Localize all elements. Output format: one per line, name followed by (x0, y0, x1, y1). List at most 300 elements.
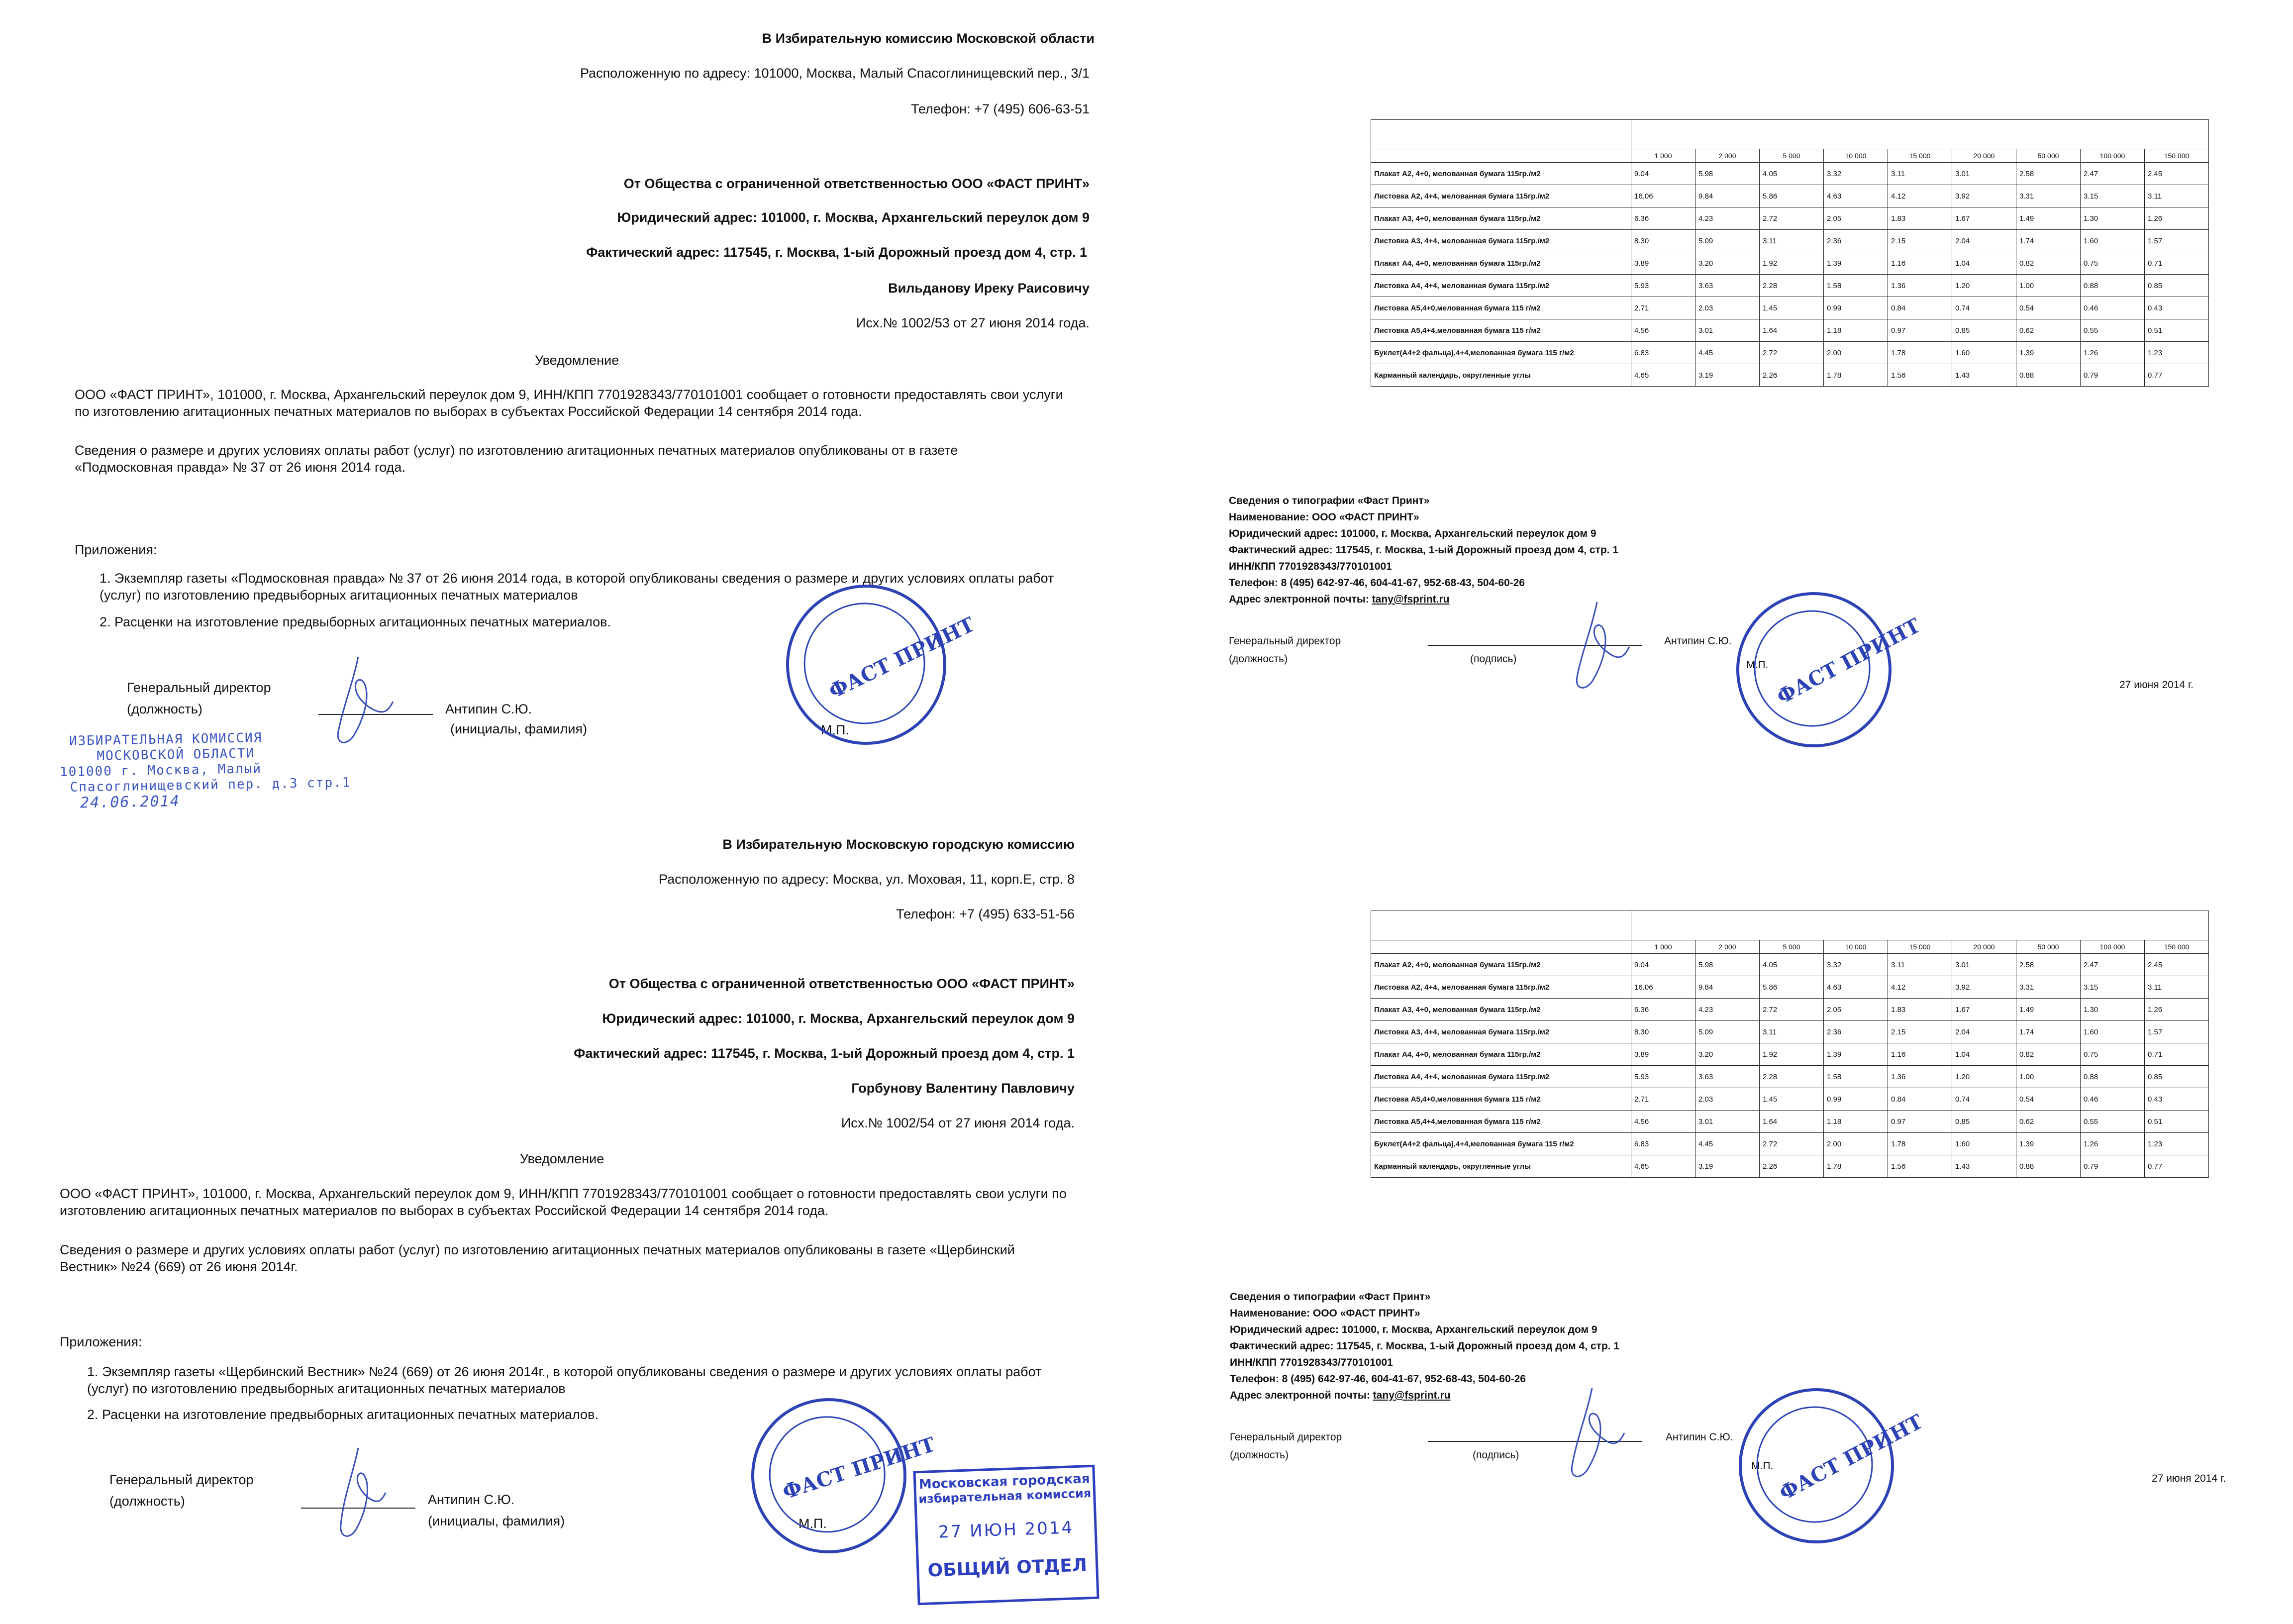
price-cell: 2.58 (2016, 163, 2081, 185)
received-stamp-line-1: Московская городская (918, 1471, 1091, 1493)
price-cell: 0.74 (1952, 297, 2016, 319)
price-cell: 1.64 (1760, 1111, 1824, 1133)
attachments-title: Приложения: (60, 1334, 142, 1349)
price-cell: 2.05 (1824, 999, 1888, 1021)
price-cell: 3.19 (1695, 364, 1760, 387)
product-name: Плакат А2, 4+0, мелованная бумага 115гр./м2 (1371, 954, 1631, 976)
price-cell: 1.43 (1952, 1155, 2016, 1178)
table-row (1371, 297, 2209, 319)
director-position: Генеральный директор (109, 1472, 254, 1487)
price-cell: 0.62 (2016, 1111, 2081, 1133)
price-cell: 1.18 (1824, 1111, 1888, 1133)
column-header: 50 000 (2016, 940, 2081, 954)
price-cell: 1.67 (1952, 207, 2016, 230)
price-cell: 4.23 (1695, 207, 1760, 230)
price-cell: 4.56 (1631, 1111, 1695, 1133)
column-header: 1 000 (1631, 149, 1695, 163)
price-cell: 3.11 (1888, 163, 1952, 185)
printer-info-email-row: Адрес электронной почты: tany@fsprint.ru (1229, 594, 1450, 605)
price-cell: 1.39 (2016, 1133, 2081, 1155)
table-row (1371, 364, 2209, 387)
table-row (1371, 319, 2209, 342)
price-list-page-1 (1174, 0, 2293, 816)
price-cell: 3.11 (2145, 185, 2209, 207)
price-cell: 1.57 (2145, 1021, 2209, 1043)
price-cell: 0.88 (2016, 1155, 2081, 1178)
price-cell: 0.77 (2145, 364, 2209, 387)
price-cell: 1.64 (1760, 319, 1824, 342)
price-cell: 0.82 (2016, 252, 2081, 275)
price-cell: 1.18 (1824, 319, 1888, 342)
printer-info-legal: Юридический адрес: 101000, г. Москва, Архангельский переулок дом 9 (1230, 1324, 1597, 1335)
product-name: Листовка А5,4+0,мелованная бумага 115 г/м2 (1371, 1088, 1631, 1111)
price-cell: 1.60 (2081, 230, 2145, 252)
price-cell: 2.72 (1760, 1133, 1824, 1155)
price-cell: 3.01 (1695, 1111, 1760, 1133)
printer-info-actual: Фактический адрес: 117545, г. Москва, 1-ый Дорожный проезд дом 4, стр. 1 (1229, 544, 1618, 556)
price-cell: 1.83 (1888, 207, 1952, 230)
product-name: Плакат А4, 4+0, мелованная бумага 115гр./м2 (1371, 1043, 1631, 1066)
addressee-phone: Телефон: +7 (495) 633-51-56 (896, 907, 1075, 921)
price-cell: 1.23 (2145, 1133, 2209, 1155)
price-cell: 1.39 (1824, 252, 1888, 275)
price-cell: 0.85 (1952, 319, 2016, 342)
notice-letter-moscow-region (0, 0, 1174, 816)
column-header: 100 000 (2081, 149, 2145, 163)
price-cell: 4.05 (1760, 954, 1824, 976)
price-cell: 3.63 (1695, 1066, 1760, 1088)
price-cell: 4.05 (1760, 163, 1824, 185)
signer-note: (инициалы, фамилия) (450, 721, 588, 736)
attachment-item-1: 1. Экземпляр газеты «Подмосковная правда» № 37 от 26 июня 2014 года, в которой опубликованы сведения о размере и других условиях оплаты работ (услуг) по изготовлению предвыборных агитационных печатных материалов (100, 571, 1054, 603)
price-cell: 0.75 (2081, 1043, 2145, 1066)
email-link[interactable]: tany@fsprint.ru (1373, 1390, 1451, 1401)
reg-stamp-line-4: Спасоглинищевский пер. д.3 стр.1 (70, 775, 351, 795)
price-cell: 0.99 (1824, 297, 1888, 319)
company-round-seal (744, 1391, 938, 1561)
price-cell: 1.20 (1952, 275, 2016, 297)
price-cell: 0.75 (2081, 252, 2145, 275)
reg-stamp-line-2: МОСКОВСКОЙ ОБЛАСТИ (97, 746, 255, 764)
price-cell: 1.26 (2081, 342, 2145, 364)
reg-stamp-date: 24.06.2014 (80, 792, 181, 812)
received-stamp-line-2: избирательная комиссия (918, 1486, 1092, 1507)
price-cell: 0.62 (2016, 319, 2081, 342)
price-cell: 2.71 (1631, 1088, 1695, 1111)
seal-place-label: М.П. (1746, 659, 1769, 671)
price-cell: 2.00 (1824, 342, 1888, 364)
price-cell: 0.84 (1888, 297, 1952, 319)
price-cell: 4.23 (1695, 999, 1760, 1021)
price-cell: 3.15 (2081, 976, 2145, 999)
addressee: В Избирательную комиссию Московской области (762, 31, 1095, 46)
price-cell: 2.03 (1695, 297, 1760, 319)
price-cell: 2.58 (2016, 954, 2081, 976)
director-position-note: (должность) (127, 702, 202, 716)
director-position: Генеральный директор (1230, 1431, 1342, 1443)
addressee-phone: Телефон: +7 (495) 606-63-51 (911, 102, 1090, 116)
price-cell: 1.00 (2016, 1066, 2081, 1088)
column-header: 150 000 (2145, 940, 2209, 954)
price-cell: 1.30 (2081, 207, 2145, 230)
price-cell: 1.60 (1952, 342, 2016, 364)
price-cell: 0.46 (2081, 297, 2145, 319)
price-cell: 0.85 (2145, 1066, 2209, 1088)
price-cell: 3.11 (2145, 976, 2209, 999)
attachment-item-2: 2. Расценки на изготовление предвыборных агитационных печатных материалов. (87, 1407, 598, 1422)
price-cell: 0.55 (2081, 319, 2145, 342)
price-cell: 1.45 (1760, 297, 1824, 319)
price-cell: 1.30 (2081, 999, 2145, 1021)
seal-place-label: М.П. (821, 722, 849, 737)
column-header: 10 000 (1824, 940, 1888, 954)
table-row (1371, 185, 2209, 207)
table-row (1371, 342, 2209, 364)
printer-info-name: Наименование: ООО «ФАСТ ПРИНТ» (1230, 1308, 1420, 1319)
price-cell: 2.45 (2145, 954, 2209, 976)
product-name: Листовка А5,4+4,мелованная бумага 115 г/м2 (1371, 319, 1631, 342)
column-header: 15 000 (1888, 940, 1952, 954)
price-cell: 4.12 (1888, 976, 1952, 999)
price-cell: 1.74 (2016, 1021, 2081, 1043)
signer-name: Антипин С.Ю. (445, 702, 532, 716)
signer-name: Антипин С.Ю. (1666, 1431, 1733, 1443)
price-cell: 0.97 (1888, 319, 1952, 342)
price-cell: 4.65 (1631, 1155, 1695, 1178)
price-cell: 1.49 (2016, 999, 2081, 1021)
printer-info-inn: ИНН/КПП 7701928343/770101001 (1230, 1357, 1393, 1368)
price-cell: 6.36 (1631, 999, 1695, 1021)
price-cell: 3.15 (2081, 185, 2145, 207)
price-cell: 3.01 (1952, 163, 2016, 185)
price-cell: 0.51 (2145, 319, 2209, 342)
signature-note: (подпись) (1473, 1449, 1519, 1461)
price-cell: 1.36 (1888, 275, 1952, 297)
product-name: Листовка А2, 4+4, мелованная бумага 115гр./м2 (1371, 185, 1631, 207)
price-cell: 2.45 (2145, 163, 2209, 185)
price-cell: 3.31 (2016, 976, 2081, 999)
price-cell: 6.36 (1631, 207, 1695, 230)
price-cell: 1.67 (1952, 999, 2016, 1021)
sender-company: От Общества с ограниченной ответственностью ООО «ФАСТ ПРИНТ» (608, 976, 1075, 991)
notice-letter-moscow-city (0, 816, 1174, 1624)
sender-actual-address: Фактический адрес: 117545, г. Москва, 1-ый Дорожный проезд дом 4, стр. 1 (574, 1046, 1075, 1061)
column-header: 100 000 (2081, 940, 2145, 954)
price-cell: 0.82 (2016, 1043, 2081, 1066)
attachments-title: Приложения: (75, 542, 157, 557)
seal-text: ФАСТ ПРИНТ (825, 612, 979, 704)
price-cell: 2.00 (1824, 1133, 1888, 1155)
price-cell: 1.26 (2145, 207, 2209, 230)
table-row (1371, 976, 2209, 999)
notice-paragraph-1: ООО «ФАСТ ПРИНТ», 101000, г. Москва, Архангельский переулок дом 9, ИНН/КПП 7701928343/770101001 сообщает о готовности предоставлять свои услуги по изготовлению агитационных печатных материалов по выборах в субъектах Российской Федерации 14 сентября 2014 года. (60, 1186, 1067, 1218)
price-cell: 0.43 (2145, 1088, 2209, 1111)
price-cell: 5.98 (1695, 954, 1760, 976)
printer-info (1229, 493, 1618, 608)
price-cell: 1.20 (1952, 1066, 2016, 1088)
product-name: Плакат А3, 4+0, мелованная бумага 115гр./м2 (1371, 207, 1631, 230)
notice-title: Уведомление (520, 1151, 604, 1166)
sender-company: От Общества с ограниченной ответственностью ООО «ФАСТ ПРИНТ» (623, 176, 1090, 191)
received-stamp-date: 27 ИЮН 2014 (938, 1518, 1074, 1542)
price-cell: 1.78 (1824, 1155, 1888, 1178)
column-header: 5 000 (1760, 149, 1824, 163)
price-cell: 0.88 (2081, 275, 2145, 297)
price-cell: 2.72 (1760, 999, 1824, 1021)
price-cell: 1.78 (1888, 1133, 1952, 1155)
price-cell: 2.71 (1631, 297, 1695, 319)
price-cell: 1.60 (2081, 1021, 2145, 1043)
addressee-address: Расположенную по адресу: Москва, ул. Моховая, 11, корп.Е, стр. 8 (659, 872, 1075, 887)
price-cell: 1.56 (1888, 1155, 1952, 1178)
received-stamp-department: ОБЩИЙ ОТДЕЛ (927, 1555, 1088, 1581)
price-cell: 1.04 (1952, 252, 2016, 275)
price-cell: 1.58 (1824, 275, 1888, 297)
table-row (1371, 1088, 2209, 1111)
price-cell: 1.45 (1760, 1088, 1824, 1111)
price-cell: 3.20 (1695, 1043, 1760, 1066)
price-cell: 9.04 (1631, 954, 1695, 976)
price-cell: 2.15 (1888, 230, 1952, 252)
email-link[interactable]: tany@fsprint.ru (1372, 594, 1450, 605)
column-header: 20 000 (1952, 149, 2016, 163)
price-cell: 6.83 (1631, 342, 1695, 364)
price-cell: 0.79 (2081, 1155, 2145, 1178)
price-cell: 3.20 (1695, 252, 1760, 275)
table-header-row (1371, 940, 2209, 954)
product-name: Карманный календарь, округленные углы (1371, 364, 1631, 387)
table-header-row (1371, 149, 2209, 163)
price-cell: 2.72 (1760, 342, 1824, 364)
director-position: Генеральный директор (1229, 635, 1341, 647)
table-row (1371, 954, 2209, 976)
price-table (1371, 119, 2209, 387)
handwritten-signature (328, 1443, 388, 1547)
price-cell: 16.06 (1631, 185, 1695, 207)
table-row (1371, 1043, 2209, 1066)
price-cell: 0.88 (2081, 1066, 2145, 1088)
price-cell: 2.04 (1952, 1021, 2016, 1043)
price-cell: 9.04 (1631, 163, 1695, 185)
price-cell: 5.86 (1760, 976, 1824, 999)
printer-info-title: Сведения о типографии «Фаст Принт» (1229, 495, 1430, 507)
price-cell: 3.92 (1952, 976, 2016, 999)
seal-place-label: М.П. (798, 1516, 827, 1531)
product-name: Листовка А5,4+0,мелованная бумага 115 г/м2 (1371, 297, 1631, 319)
column-header: 10 000 (1824, 149, 1888, 163)
director-position: Генеральный директор (127, 680, 271, 695)
table-row (1371, 275, 2209, 297)
price-cell: 0.46 (2081, 1088, 2145, 1111)
price-cell: 2.28 (1760, 275, 1824, 297)
price-cell: 3.01 (1952, 954, 2016, 976)
price-cell: 5.93 (1631, 1066, 1695, 1088)
price-cell: 0.54 (2016, 1088, 2081, 1111)
price-cell: 4.63 (1824, 185, 1888, 207)
price-cell: 3.11 (1888, 954, 1952, 976)
price-cell: 3.89 (1631, 1043, 1695, 1066)
printer-info-email-row: Адрес электронной почты: tany@fsprint.ru (1230, 1390, 1451, 1401)
price-cell: 0.88 (2016, 364, 2081, 387)
product-name: Листовка А4, 4+4, мелованная бумага 115гр./м2 (1371, 275, 1631, 297)
column-header: 5 000 (1760, 940, 1824, 954)
price-cell: 8.30 (1631, 230, 1695, 252)
product-name: Карманный календарь, округленные углы (1371, 1155, 1631, 1178)
printer-info-name: Наименование: ООО «ФАСТ ПРИНТ» (1229, 511, 1419, 523)
sender-legal-address: Юридический адрес: 101000, г. Москва, Архангельский переулок дом 9 (602, 1011, 1075, 1026)
printer-info-actual: Фактический адрес: 117545, г. Москва, 1-ый Дорожный проезд дом 4, стр. 1 (1230, 1340, 1619, 1352)
price-cell: 1.56 (1888, 364, 1952, 387)
price-cell: 1.26 (2145, 999, 2209, 1021)
price-cell: 4.12 (1888, 185, 1952, 207)
seal-place-label: М.П. (1751, 1460, 1774, 1472)
product-name: Листовка А2, 4+4, мелованная бумага 115гр./м2 (1371, 976, 1631, 999)
received-stamp (913, 1465, 1099, 1606)
price-cell: 0.43 (2145, 297, 2209, 319)
product-name: Плакат А2, 4+0, мелованная бумага 115гр./м2 (1371, 163, 1631, 185)
price-cell: 4.56 (1631, 319, 1695, 342)
signer-name: Антипин С.Ю. (428, 1492, 515, 1507)
document-date: 27 июня 2014 г. (2152, 1473, 2226, 1484)
price-cell: 2.26 (1760, 364, 1824, 387)
price-cell: 2.47 (2081, 163, 2145, 185)
price-cell: 2.04 (1952, 230, 2016, 252)
price-table (1371, 911, 2209, 1178)
price-cell: 0.74 (1952, 1088, 2016, 1111)
registration-stamp (59, 729, 352, 811)
price-cell: 2.26 (1760, 1155, 1824, 1178)
price-cell: 2.36 (1824, 1021, 1888, 1043)
outgoing-reference: Исх.№ 1002/54 от 27 июня 2014 года. (841, 1116, 1075, 1130)
price-cell: 1.83 (1888, 999, 1952, 1021)
price-cell: 6.83 (1631, 1133, 1695, 1155)
reg-stamp-line-3: 101000 г. Москва, Малый (59, 761, 262, 780)
price-cell: 0.51 (2145, 1111, 2209, 1133)
price-cell: 2.36 (1824, 230, 1888, 252)
price-cell: 4.45 (1695, 342, 1760, 364)
table-row (1371, 163, 2209, 185)
company-round-seal (1724, 580, 1924, 759)
price-cell: 1.60 (1952, 1133, 2016, 1155)
product-name: Буклет(А4+2 фальца),4+4,мелованная бумага 115 г/м2 (1371, 1133, 1631, 1155)
price-cell: 3.11 (1760, 230, 1824, 252)
column-header: 150 000 (2145, 149, 2209, 163)
product-name: Листовка А3, 4+4, мелованная бумага 115гр./м2 (1371, 230, 1631, 252)
price-cell: 4.63 (1824, 976, 1888, 999)
price-cell: 1.57 (2145, 230, 2209, 252)
printer-info-title: Сведения о типографии «Фаст Принт» (1230, 1291, 1431, 1303)
price-cell: 0.85 (1952, 1111, 2016, 1133)
price-cell: 5.98 (1695, 163, 1760, 185)
price-cell: 0.54 (2016, 297, 2081, 319)
signature-note: (подпись) (1470, 653, 1517, 665)
product-name: Листовка А4, 4+4, мелованная бумага 115гр./м2 (1371, 1066, 1631, 1088)
notice-paragraph-1: ООО «ФАСТ ПРИНТ», 101000, г. Москва, Архангельский переулок дом 9, ИНН/КПП 7701928343/770101001 сообщает о готовности предоставлять свои услуги по изготовлению агитационных печатных материалов по выборах в субъектах Российской Федерации 14 сентября 2014 года. (75, 387, 1063, 419)
column-header: 15 000 (1888, 149, 1952, 163)
price-cell: 5.86 (1760, 185, 1824, 207)
table-row (1371, 252, 2209, 275)
price-cell: 2.72 (1760, 207, 1824, 230)
table-row (1371, 1133, 2209, 1155)
price-cell: 1.43 (1952, 364, 2016, 387)
price-cell: 5.93 (1631, 275, 1695, 297)
price-cell: 5.09 (1695, 1021, 1760, 1043)
sender-actual-address: Фактический адрес: 117545, г. Москва, 1-ый Дорожный проезд дом 4, стр. 1 (586, 245, 1087, 260)
handwritten-signature (1552, 1383, 1627, 1488)
price-cell: 1.23 (2145, 342, 2209, 364)
product-name: Плакат А3, 4+0, мелованная бумага 115гр./м2 (1371, 999, 1631, 1021)
price-cell: 3.11 (1760, 1021, 1824, 1043)
table-row (1371, 207, 2209, 230)
price-cell: 1.92 (1760, 252, 1824, 275)
table-row (1371, 1111, 2209, 1133)
price-cell: 1.58 (1824, 1066, 1888, 1088)
price-cell: 0.71 (2145, 1043, 2209, 1066)
price-cell: 3.89 (1631, 252, 1695, 275)
table-row (1371, 230, 2209, 252)
price-cell: 1.39 (2016, 342, 2081, 364)
price-cell: 0.77 (2145, 1155, 2209, 1178)
price-cell: 1.16 (1888, 252, 1952, 275)
price-cell: 8.30 (1631, 1021, 1695, 1043)
price-cell: 2.47 (2081, 954, 2145, 976)
seal-text: ФАСТ ПРИНТ (1773, 613, 1924, 709)
printer-info-phone: Телефон: 8 (495) 642-97-46, 604-41-67, 952-68-43, 504-60-26 (1230, 1373, 1526, 1385)
price-cell: 1.16 (1888, 1043, 1952, 1066)
price-cell: 16.06 (1631, 976, 1695, 999)
product-name: Плакат А4, 4+0, мелованная бумага 115гр./м2 (1371, 252, 1631, 275)
signer-name: Антипин С.Ю. (1664, 635, 1732, 647)
price-cell: 1.00 (2016, 275, 2081, 297)
seal-text: ФАСТ ПРИНТ (780, 1432, 938, 1504)
sender-legal-address: Юридический адрес: 101000, г. Москва, Архангельский переулок дом 9 (617, 210, 1090, 225)
price-cell: 2.15 (1888, 1021, 1952, 1043)
price-cell: 3.32 (1824, 954, 1888, 976)
reg-stamp-line-1: ИЗБИРАТЕЛЬНАЯ КОМИССИЯ (69, 730, 263, 749)
price-cell: 1.74 (2016, 230, 2081, 252)
price-cell: 1.39 (1824, 1043, 1888, 1066)
price-cell: 3.01 (1695, 319, 1760, 342)
table-row (1371, 1155, 2209, 1178)
director-position-note: (должность) (1230, 1449, 1289, 1461)
director-position-note: (должность) (1229, 653, 1288, 665)
price-cell: 0.99 (1824, 1088, 1888, 1111)
company-round-seal (1726, 1376, 1927, 1555)
outgoing-reference: Исх.№ 1002/53 от 27 июня 2014 года. (856, 315, 1090, 330)
seal-text: ФАСТ ПРИНТ (1775, 1410, 1927, 1505)
price-cell: 9.84 (1695, 976, 1760, 999)
price-cell: 3.32 (1824, 163, 1888, 185)
recipient-person: Горбунову Валентину Павловичу (851, 1081, 1075, 1096)
printer-info-inn: ИНН/КПП 7701928343/770101001 (1229, 561, 1392, 572)
price-cell: 2.05 (1824, 207, 1888, 230)
price-cell: 1.78 (1888, 342, 1952, 364)
price-list-page-2 (1174, 816, 2293, 1624)
table-row (1371, 1066, 2209, 1088)
price-cell: 3.92 (1952, 185, 2016, 207)
addressee: В Избирательную Московскую городскую комиссию (722, 837, 1075, 852)
signer-note: (инициалы, фамилия) (428, 1514, 565, 1528)
notice-paragraph-2: Сведения о размере и других условиях оплаты работ (услуг) по изготовлению агитационных печатных материалов опубликованы в газете «Щербинский Вестник» №24 (669) от 26 июня 2014г. (60, 1242, 1015, 1274)
column-header: 2 000 (1695, 149, 1760, 163)
column-header: 2 000 (1695, 940, 1760, 954)
price-cell: 1.49 (2016, 207, 2081, 230)
product-name: Буклет(А4+2 фальца),4+4,мелованная бумага 115 г/м2 (1371, 342, 1631, 364)
price-cell: 0.85 (2145, 275, 2209, 297)
table-row (1371, 1021, 2209, 1043)
table-row (1371, 999, 2209, 1021)
price-cell: 1.36 (1888, 1066, 1952, 1088)
